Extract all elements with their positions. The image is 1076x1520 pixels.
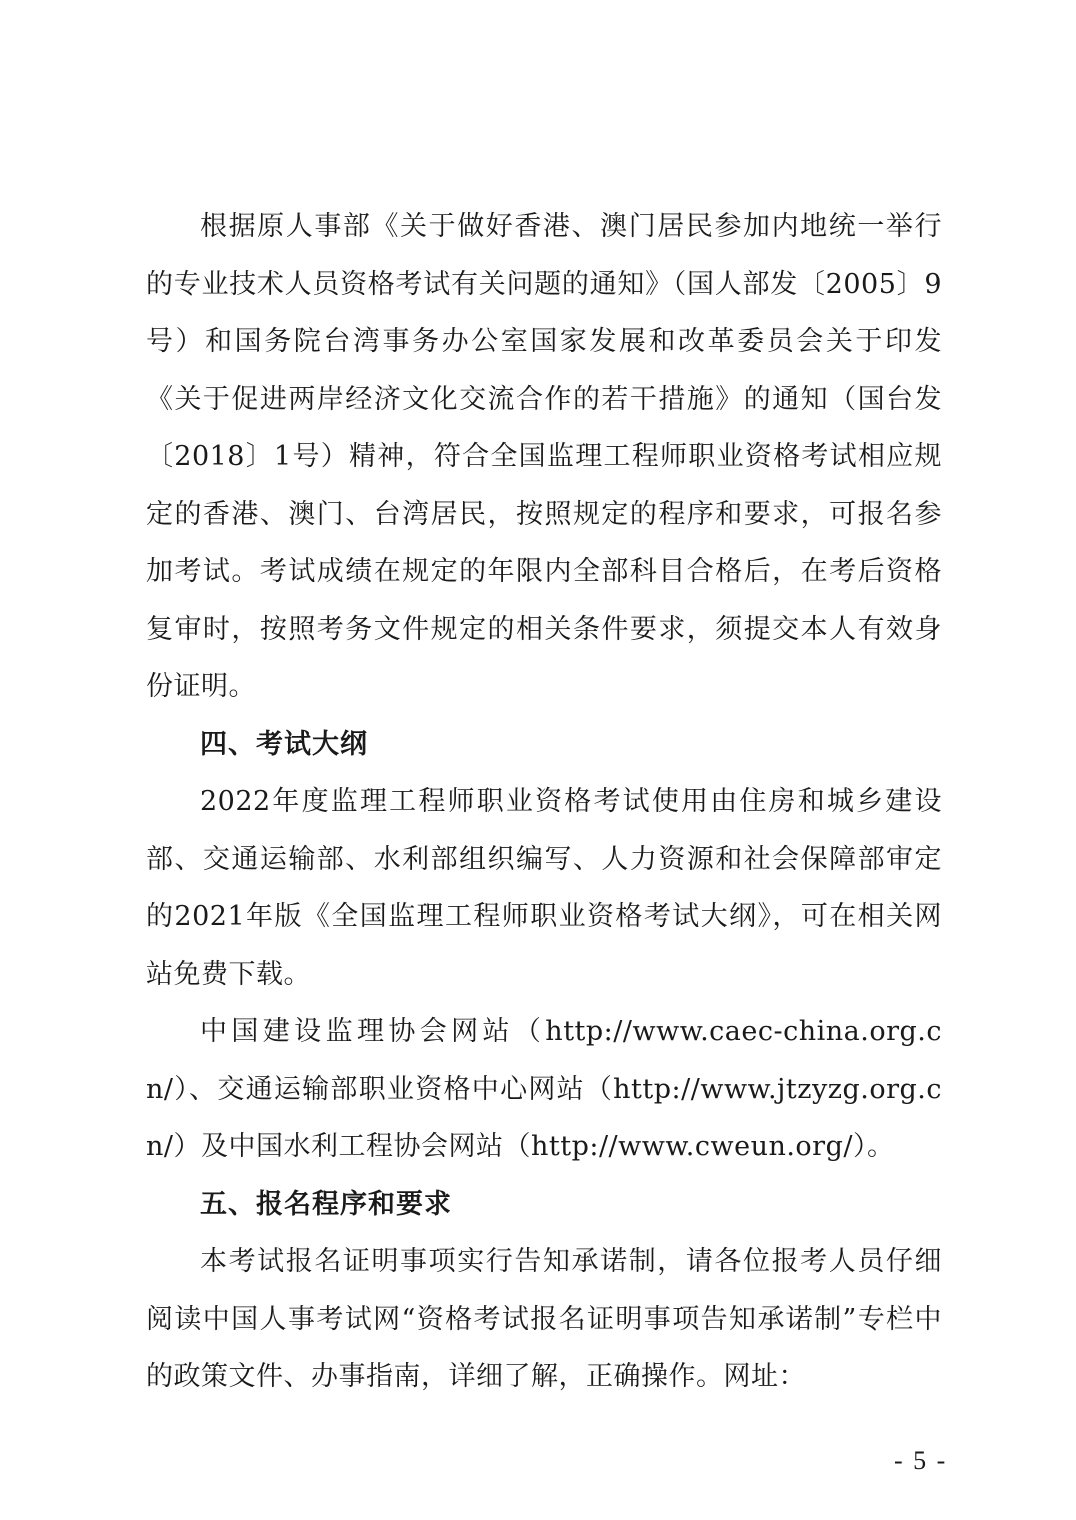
page-number: - 5 - <box>894 1446 948 1475</box>
paragraph-download-websites: 中国建设监理协会网站（http://www.caec-china.org.cn/）、交通运输部职业资格中心网站（http://www.jtzyzg.org.cn/）及中国水利工程协会网站（http://www.cweun.org/）。 <box>146 1016 942 1162</box>
paragraph-registration-commitment: 本考试报名证明事项实行告知承诺制，请各位报考人员仔细阅读中国人事考试网“资格考试报名证明事项告知承诺制”专栏中的政策文件、办事指南，详细了解，正确操作。网址： <box>146 1246 942 1392</box>
section-heading-registration: 五、报名程序和要求 <box>200 1188 452 1220</box>
document-body <box>146 198 942 1406</box>
document-page <box>146 0 946 1520</box>
paragraph-syllabus: 2022年度监理工程师职业资格考试使用由住房和城乡建设部、交通运输部、水利部组织编写、人力资源和社会保障部审定的2021年版《全国监理工程师职业资格考试大纲》，可在相关网站免费下载。 <box>146 786 942 990</box>
paragraph-hk-macao-taiwan-residents: 根据原人事部《关于做好香港、澳门居民参加内地统一举行的专业技术人员资格考试有关问题的通知》（国人部发〔2005〕9号）和国务院台湾事务办公室国家发展和改革委员会关于印发《关于促进两岸经济文化交流合作的若干措施》的通知（国台发〔2018〕1号）精神，符合全国监理工程师职业资格考试相应规定的香港、澳门、台湾居民，按照规定的程序和要求，可报名参加考试。考试成绩在规定的年限内全部科目合格后，在考后资格复审时，按照考务文件规定的相关条件要求，须提交本人有效身份证明。 <box>146 211 942 702</box>
section-heading-exam-syllabus: 四、考试大纲 <box>200 728 368 760</box>
